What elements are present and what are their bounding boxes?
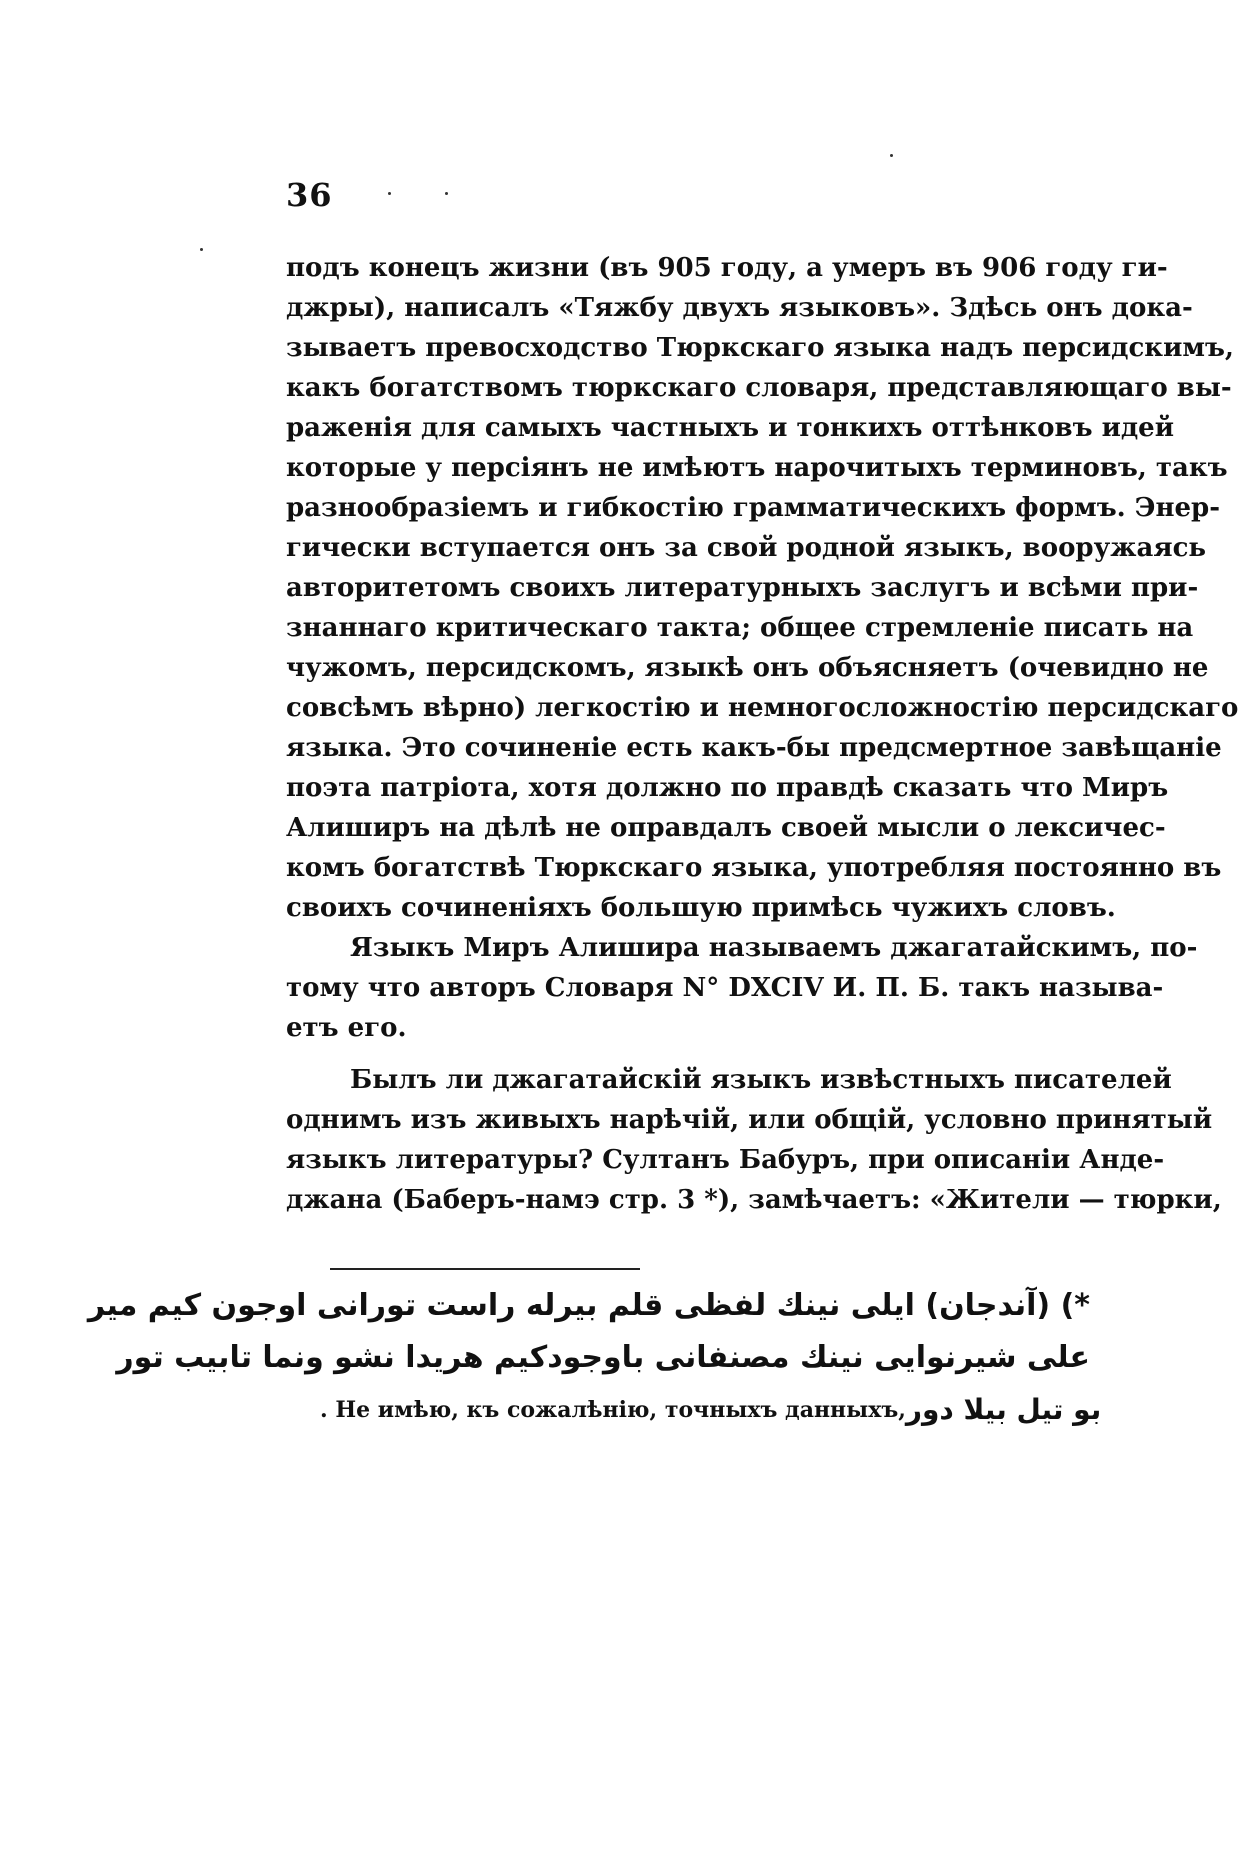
print-speck: [445, 192, 448, 195]
text-line: Языкъ Миръ Алишира называемъ джагатайскимъ, по-: [350, 933, 1198, 963]
text-line: джры), написалъ «Тяжбу двухъ языковъ». Здѣсь онъ дока-: [286, 293, 1193, 323]
footnote-rule: [330, 1268, 640, 1270]
print-speck: [200, 248, 203, 251]
text-line: Алиширъ на дѣлѣ не оправдалъ своей мысли о лексичес-: [286, 813, 1166, 843]
text-line: подъ конецъ жизни (въ 905 году, а умеръ въ 906 году ги-: [286, 253, 1168, 283]
footnote-mixed-line: [320, 1384, 1102, 1436]
text-line: совсѣмъ вѣрно) легкостію и немногосложностію персидскаго: [286, 693, 1238, 723]
text-line: которые у персіянъ не имѣютъ нарочитыхъ терминовъ, такъ: [286, 453, 1228, 483]
page-number: 36: [286, 176, 333, 214]
text-line: джана (Баберъ-намэ стр. 3 *), замѣчаетъ: «Жители — тюрки,: [286, 1185, 1222, 1215]
footnote-russian-text: . Не имѣю, къ сожалѣнію, точныхъ данныхъ,: [320, 1397, 906, 1423]
print-speck: [890, 154, 893, 157]
text-line: разнообразіемъ и гибкостію грамматическихъ формъ. Энер-: [286, 493, 1220, 523]
text-line: своихъ сочиненіяхъ большую примѣсь чужихъ словъ.: [286, 893, 1116, 923]
text-line: гически вступается онъ за свой родной языкъ, вооружаясь: [286, 533, 1207, 563]
footnote-arabic-text: بو تيل بيلا دور: [905, 1393, 1102, 1426]
text-line: однимъ изъ живыхъ нарѣчій, или общій, условно принятый: [286, 1105, 1213, 1135]
text-line: етъ его.: [286, 1013, 407, 1043]
text-line: зываетъ превосходство Тюркскаго языка надъ персидскимъ,: [286, 333, 1234, 363]
text-line: авторитетомъ своихъ литературныхъ заслугъ и всѣми при-: [286, 573, 1199, 603]
text-line: комъ богатствѣ Тюркскаго языка, употребляя постоянно въ: [286, 853, 1222, 883]
text-line: знаннаго критическаго такта; общее стремленіе писать на: [286, 613, 1194, 643]
text-line: чужомъ, персидскомъ, языкѣ онъ объясняетъ (очевидно не: [286, 653, 1209, 683]
text-line: поэта патріота, хотя должно по правдѣ сказать что Миръ: [286, 773, 1169, 803]
footnote: [87, 1280, 1102, 1436]
text-line: тому что авторъ Словаря N° DXCIV И. П. Б. такъ называ-: [286, 973, 1164, 1003]
footnote-arabic-line: *) (آندجان) ايلى نينك لفظى قلم بيرله راست تورانى اوجون كيم مير: [87, 1288, 1090, 1323]
text-line: Былъ ли джагатайскій языкъ извѣстныхъ писателей: [350, 1065, 1172, 1095]
text-line: языкъ литературы? Султанъ Бабуръ, при описаніи Андe-: [286, 1145, 1165, 1175]
paragraph-gap: [286, 1048, 1089, 1060]
print-speck: [388, 192, 391, 195]
body-text: [286, 248, 1238, 1220]
text-line: какъ богатствомъ тюркскаго словаря, представляющаго вы-: [286, 373, 1232, 403]
footnote-arabic-line: على شيرنوايى نينك مصنفانى باوجودكيم هريدا نشو ونما تابيب تور: [116, 1340, 1090, 1375]
text-line: языка. Это сочиненіе есть какъ-бы предсмертное завѣщаніе: [286, 733, 1222, 763]
text-line: раженія для самыхъ частныхъ и тонкихъ оттѣнковъ идей: [286, 413, 1175, 443]
